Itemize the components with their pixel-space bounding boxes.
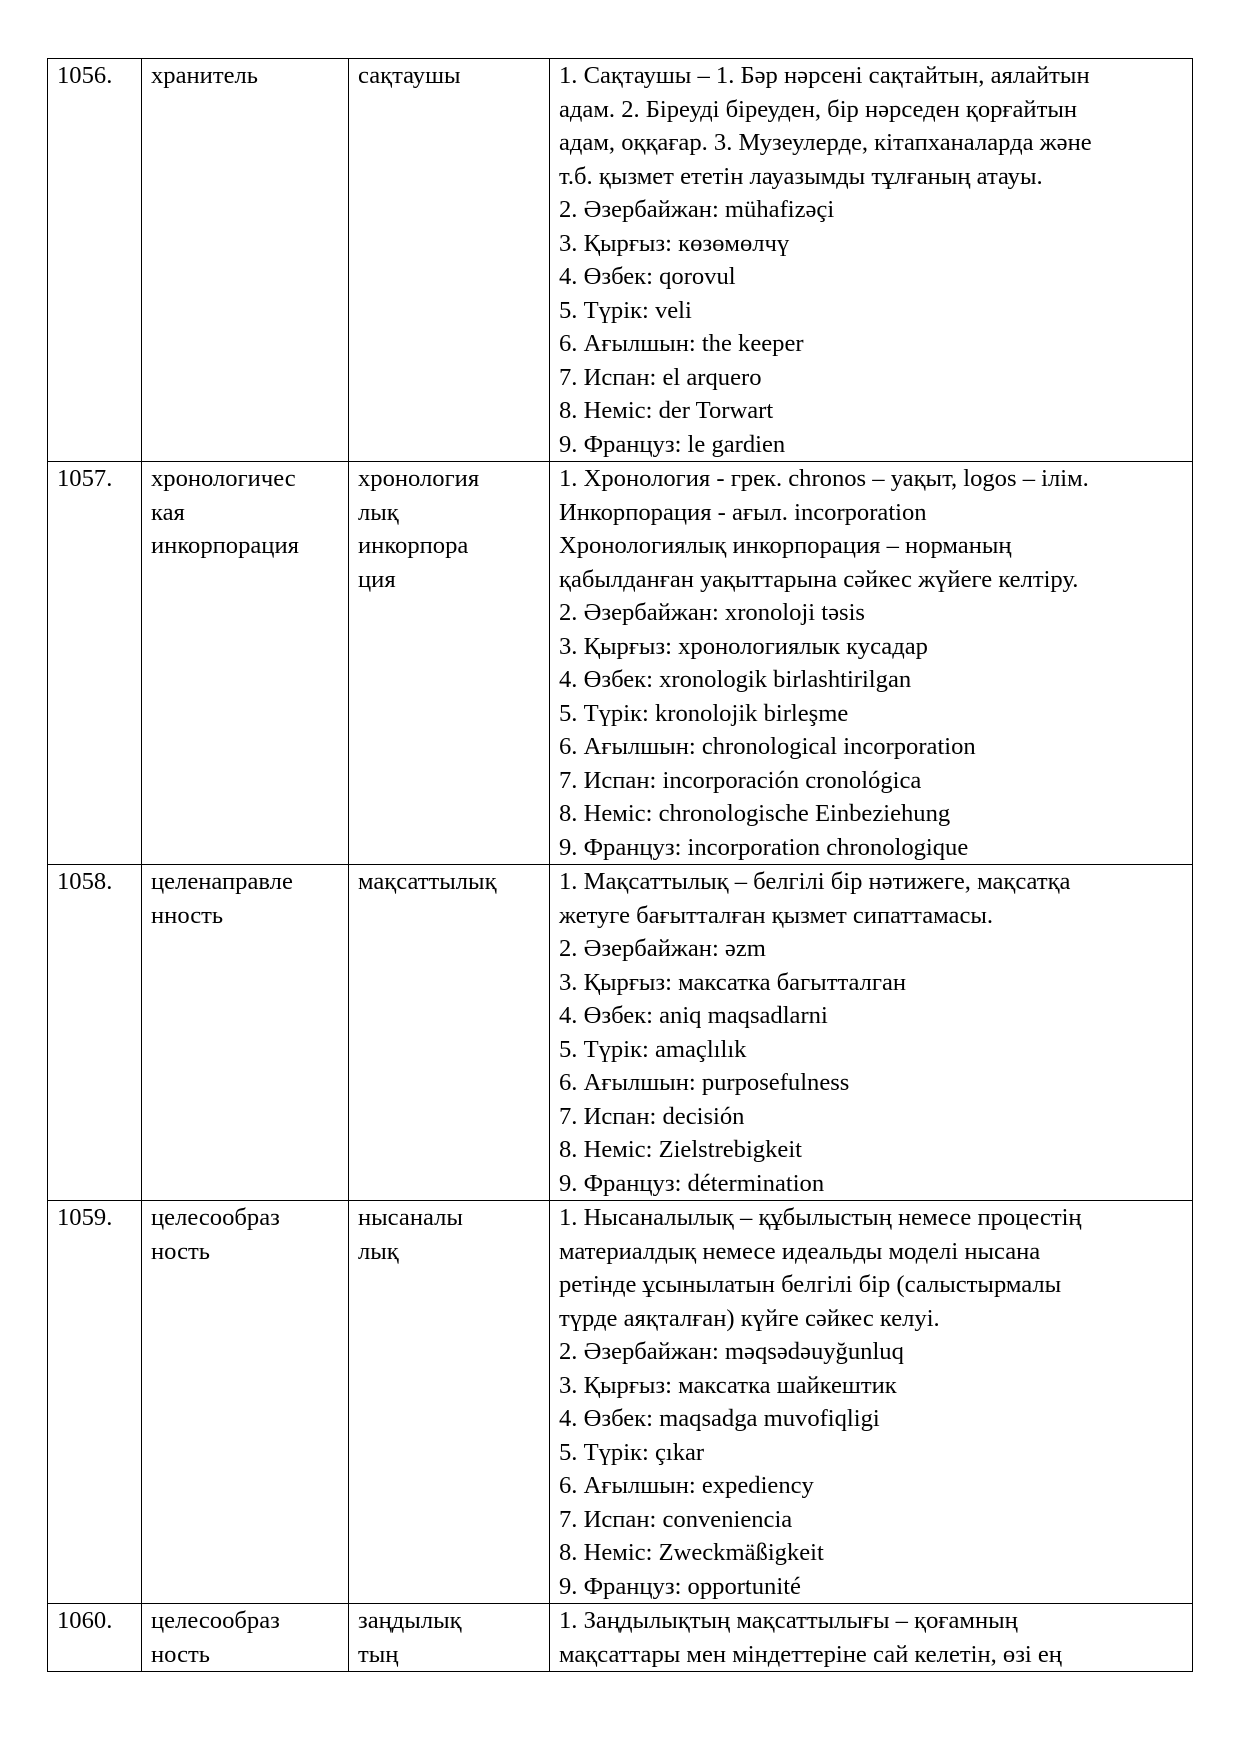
definition-translations-line: 2. Әзербайжан: məqsədəuyğunluq bbox=[559, 1338, 904, 1365]
definition-translations-line: 3. Қырғыз: максатка шайкештик bbox=[559, 1371, 897, 1399]
dictionary-table-body bbox=[48, 59, 1193, 1672]
definition-translations bbox=[550, 59, 1193, 462]
definition-translations-line: Хронологиялық инкорпорация – норманың bbox=[559, 532, 1012, 559]
definition-translations-line: 5. Түрік: veli bbox=[559, 296, 692, 324]
dictionary-table bbox=[47, 58, 1193, 1672]
entry-row bbox=[48, 1604, 1193, 1672]
definition-translations-line: 4. Өзбек: xronologik birlashtirilgan bbox=[559, 666, 912, 693]
kazakh-term-line: тың bbox=[358, 1640, 399, 1668]
kazakh-term-line: лық bbox=[358, 1237, 399, 1265]
entry-row bbox=[48, 462, 1193, 865]
entry-number: 1059. bbox=[48, 1201, 142, 1604]
entry-number: 1056. bbox=[48, 59, 142, 462]
russian-term-line: инкорпорация bbox=[151, 532, 299, 559]
definition-translations-line: 1. Сақтаушы – 1. Бәр нәрсені сақтайтын, аялайтын bbox=[559, 62, 1090, 89]
definition-translations-line: 6. Ағылшын: the keeper bbox=[559, 330, 804, 357]
definition-translations-line: адам, оққағар. 3. Музеулерде, кітапханаларда және bbox=[559, 129, 1092, 156]
kazakh-term bbox=[349, 59, 550, 462]
definition-translations-line: 1. Нысаналылық – құбылыстың немесе процестің bbox=[559, 1204, 1082, 1231]
russian-term-line: целесообраз bbox=[151, 1607, 280, 1634]
definition-translations bbox=[550, 1604, 1193, 1672]
russian-term bbox=[142, 1201, 349, 1604]
definition-translations-line: 3. Қырғыз: көзөмөлчү bbox=[559, 229, 790, 257]
definition-translations-line: 1. Мақсаттылық – белгілі бір нәтижеге, мақсатқа bbox=[559, 868, 1071, 895]
definition-translations-line: 5. Түрік: kronolojik birleşme bbox=[559, 699, 849, 727]
definition-translations-line: адам. 2. Біреуді біреуден, бір нәрседен қорғайтын bbox=[559, 95, 1078, 123]
definition-translations-line: 7. Испан: el arquero bbox=[559, 363, 762, 391]
russian-term-line: хранитель bbox=[151, 62, 258, 89]
definition-translations-line: қабылданған уақыттарына сәйкес жүйеге келтіру. bbox=[559, 565, 1079, 593]
definition-translations-line: 8. Неміс: Zweckmäßigkeit bbox=[559, 1539, 824, 1566]
entry-row bbox=[48, 865, 1193, 1201]
entry-row bbox=[48, 59, 1193, 462]
definition-translations-line: 5. Түрік: amaçlılık bbox=[559, 1035, 747, 1063]
russian-term-line: хронологичес bbox=[151, 465, 296, 492]
definition-translations-line: 8. Неміс: chronologische Einbeziehung bbox=[559, 800, 951, 827]
russian-term-line: ность bbox=[151, 1237, 210, 1265]
russian-term bbox=[142, 1604, 349, 1672]
russian-term-line: нность bbox=[151, 901, 224, 929]
kazakh-term bbox=[349, 462, 550, 865]
definition-translations bbox=[550, 865, 1193, 1201]
kazakh-term bbox=[349, 1604, 550, 1672]
definition-translations-line: мақсаттары мен міндеттеріне сай келетін, өзі ең bbox=[559, 1640, 1062, 1668]
russian-term-line: целесообраз bbox=[151, 1204, 280, 1231]
definition-translations-line: Инкорпорация - ағыл. incorporation bbox=[559, 498, 927, 526]
definition-translations-line: 6. Ағылшын: purposefulness bbox=[559, 1069, 850, 1096]
definition-translations-line: 8. Неміс: der Torwart bbox=[559, 397, 774, 424]
definition-translations-line: 6. Ағылшын: chronological incorporation bbox=[559, 733, 976, 760]
russian-term-line: целенаправле bbox=[151, 868, 293, 895]
kazakh-term-line: ция bbox=[358, 565, 396, 593]
kazakh-term-line: заңдылық bbox=[358, 1607, 462, 1634]
definition-translations-line: 7. Испан: incorporación cronológica bbox=[559, 766, 922, 794]
definition-translations bbox=[550, 1201, 1193, 1604]
kazakh-term bbox=[349, 1201, 550, 1604]
kazakh-term bbox=[349, 865, 550, 1201]
russian-term-line: ность bbox=[151, 1640, 210, 1668]
definition-translations-line: 8. Неміс: Zielstrebigkeit bbox=[559, 1136, 802, 1163]
definition-translations-line: 9. Француз: le gardien bbox=[559, 430, 786, 458]
definition-translations-line: 3. Қырғыз: хронологиялык кусадар bbox=[559, 632, 928, 660]
entry-number: 1057. bbox=[48, 462, 142, 865]
definition-translations-line: 6. Ағылшын: expediency bbox=[559, 1472, 814, 1499]
russian-term bbox=[142, 865, 349, 1201]
definition-translations-line: 7. Испан: decisión bbox=[559, 1102, 745, 1130]
kazakh-term-line: нысаналы bbox=[358, 1204, 463, 1231]
definition-translations-line: т.б. қызмет ететін лауазымды тұлғаның атауы. bbox=[559, 162, 1043, 190]
definition-translations-line: 2. Әзербайжан: əzm bbox=[559, 935, 766, 962]
kazakh-term-line: мақсаттылық bbox=[358, 868, 497, 895]
kazakh-term-line: инкорпора bbox=[358, 532, 469, 559]
definition-translations bbox=[550, 462, 1193, 865]
definition-translations-line: 4. Өзбек: aniq maqsadlarni bbox=[559, 1002, 828, 1029]
definition-translations-line: 4. Өзбек: maqsadga muvofiqligi bbox=[559, 1405, 880, 1432]
entry-row bbox=[48, 1201, 1193, 1604]
definition-translations-line: 2. Әзербайжан: xronoloji təsis bbox=[559, 599, 865, 626]
definition-translations-line: 9. Француз: détermination bbox=[559, 1169, 825, 1197]
definition-translations-line: материалдық немесе идеальды моделі нысана bbox=[559, 1237, 1041, 1265]
entry-number: 1060. bbox=[48, 1604, 142, 1672]
document-page bbox=[47, 58, 1193, 1672]
definition-translations-line: 9. Француз: incorporation chronologique bbox=[559, 833, 969, 861]
definition-translations-line: 3. Қырғыз: максатка багытталган bbox=[559, 968, 907, 996]
definition-translations-line: жетуге бағытталған қызмет сипаттамасы. bbox=[559, 901, 994, 929]
russian-term bbox=[142, 59, 349, 462]
russian-term bbox=[142, 462, 349, 865]
russian-term-line: кая bbox=[151, 498, 185, 526]
definition-translations-line: 5. Түрік: çıkar bbox=[559, 1438, 705, 1466]
definition-translations-line: 9. Француз: opportunité bbox=[559, 1572, 801, 1600]
definition-translations-line: 1. Заңдылықтың мақсаттылығы – қоғамның bbox=[559, 1607, 1018, 1634]
kazakh-term-line: лық bbox=[358, 498, 399, 526]
entry-number: 1058. bbox=[48, 865, 142, 1201]
definition-translations-line: 4. Өзбек: qorovul bbox=[559, 263, 736, 290]
definition-translations-line: ретінде ұсынылатын белгілі бір (салыстырмалы bbox=[559, 1271, 1062, 1298]
definition-translations-line: 1. Хронология - грек. chronos – уақыт, logos – ілім. bbox=[559, 465, 1089, 492]
kazakh-term-line: сақтаушы bbox=[358, 62, 461, 89]
definition-translations-line: түрде аяқталған) күйге сәйкес келуі. bbox=[559, 1304, 940, 1332]
definition-translations-line: 2. Әзербайжан: mühafizəçi bbox=[559, 196, 835, 223]
definition-translations-line: 7. Испан: conveniencia bbox=[559, 1505, 793, 1533]
kazakh-term-line: хронология bbox=[358, 465, 480, 492]
